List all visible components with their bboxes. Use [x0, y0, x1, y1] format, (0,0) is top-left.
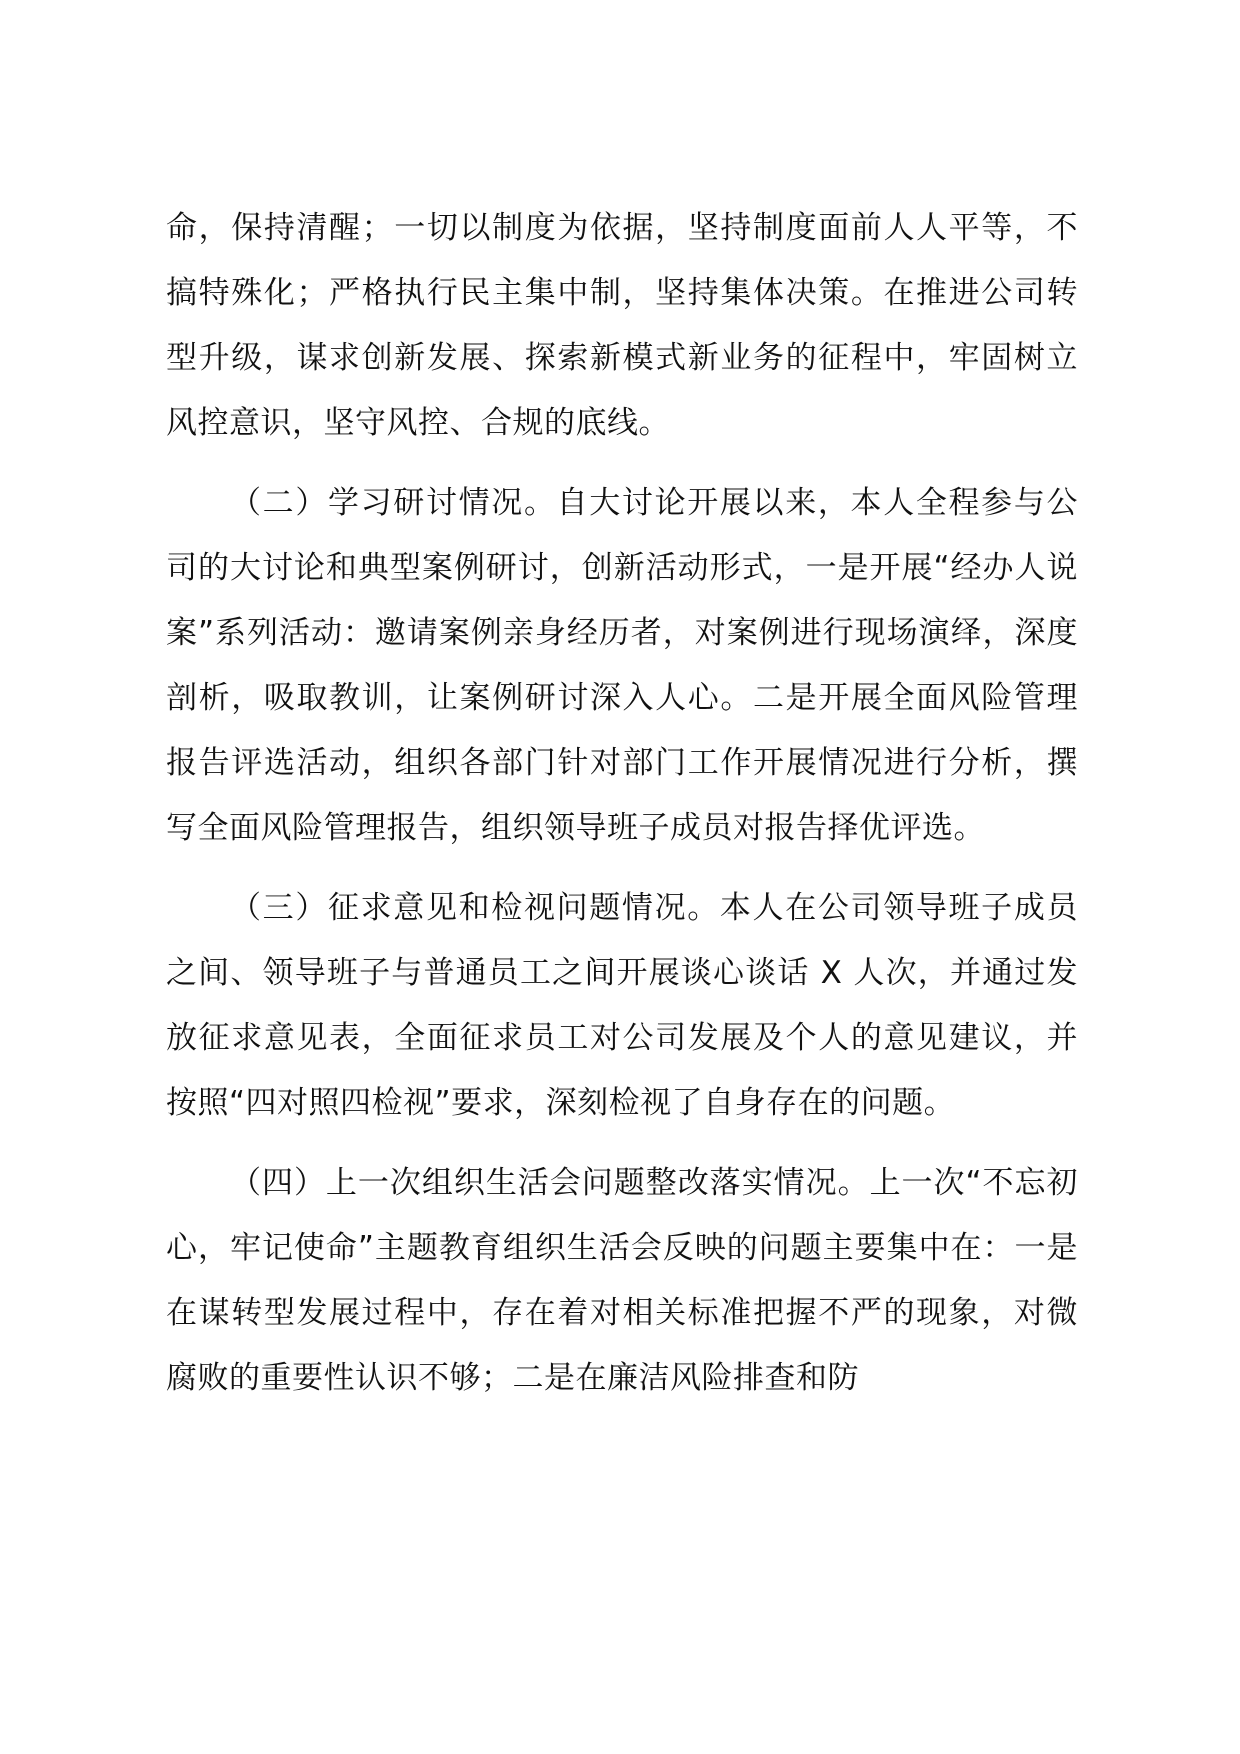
paragraph-section-3: （三）征求意见和检视问题情况。本人在公司领导班子成员之间、领导班子与普通员工之间开展谈心谈话 X 人次，并通过发放征求意见表，全面征求员工对公司发展及个人的意见建议，并按照“四对照四检视”要求，深刻检视了自身存在的问题。: [166, 890, 1078, 1121]
paragraph-section-4: （四）上一次组织生活会问题整改落实情况。上一次“不忘初心，牢记使命”主题教育组织生活会反映的问题主要集中在：一是在谋转型发展过程中，存在着对相关标准把握不严的现象，对微腐败的重要性认识不够；二是在廉洁风险排查和防: [166, 1165, 1078, 1396]
document-body: [166, 196, 1078, 1426]
paragraph-section-2: （二）学习研讨情况。自大讨论开展以来，本人全程参与公司的大讨论和典型案例研讨，创新活动形式，一是开展“经办人说案”系列活动：邀请案例亲身经历者，对案例进行现场演绎，深度剖析，吸取教训，让案例研讨深入人心。二是开展全面风险管理报告评选活动，组织各部门针对部门工作开展情况进行分析，撰写全面风险管理报告，组织领导班子成员对报告择优评选。: [166, 485, 1078, 846]
paragraph-continuation: 命，保持清醒；一切以制度为依据，坚持制度面前人人平等，不搞特殊化；严格执行民主集中制，坚持集体决策。在推进公司转型升级，谋求创新发展、探索新模式新业务的征程中，牢固树立风控意识，坚守风控、合规的底线。: [166, 210, 1078, 441]
